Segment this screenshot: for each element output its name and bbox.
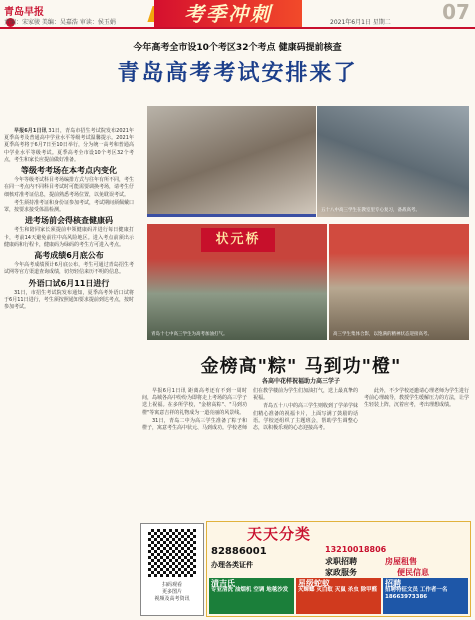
photo-caption: 五十八中高三学生在教室里专心复习，备战高考。	[321, 208, 420, 213]
paragraph: 31日，青岛二中为高三学生准备了粽子和橙子，寓意考生高中状元、马到成功。学校老师们在教学楼前为学生们加油打气，送上最真挚的祝福。	[142, 388, 359, 432]
second-article-body	[142, 388, 469, 508]
paragraph: 考生须持准考证和身份证参加考试，考试期间须佩戴口罩，按要求接受体温检测。	[4, 199, 135, 214]
section-heading: 等级考考场在本考点内变化	[21, 166, 117, 176]
photo-group	[329, 224, 469, 340]
qr-caption: 扫码观看 更多图片 视频及高考资讯	[154, 582, 190, 602]
paragraph: 青岛五十八中的高三学生则收到了学弟学妹们精心准备的祝福卡片，上面写满了鼓励的话语。学校还组织了主题班会，帮助学生调整心态，以积极乐观的心态迎接高考。	[253, 403, 359, 432]
classified-ad	[206, 521, 471, 617]
logo-text: 青岛早报	[4, 7, 44, 18]
page-number: 07	[442, 0, 470, 24]
paragraph: 早报6月1日讯 距离高考还有不到一周时间，岛城各高中纷纷为即将走上考场的高三学子送上祝福。在多所学校，"金榜高粽"、"马到功橙"等寓意吉祥的礼物成为一道亮丽的风景线。	[142, 388, 248, 416]
photo-classroom-right	[317, 106, 469, 217]
ad-tagline: 办理各类证件	[211, 561, 253, 569]
second-article-subheadline: 各高中花样祝福助力高三学子	[261, 378, 340, 385]
ad-phone: 82886001	[211, 546, 267, 557]
article-headline: 青岛高考考试安排来了	[117, 61, 358, 86]
ad-tile-recruit: 招聘 招聘特征文员 工作者一名 18663973386	[383, 578, 468, 614]
photo-cheering-students	[147, 224, 327, 340]
archway-sign: 状元桥	[201, 228, 275, 252]
section-heading: 外语口试6月11日进行	[28, 278, 110, 288]
article-body-left	[4, 128, 134, 312]
photo-classroom-left	[147, 106, 316, 217]
newspaper-logo	[4, 3, 52, 18]
photo-caption: 高三学生集体合影，以饱满的精神状态迎接高考。	[333, 332, 432, 337]
dateline: 早报6月1日讯	[14, 128, 47, 134]
paragraph: 今年等级考试科目考场编排方式与往年有所不同，考生在同一考点内不同科目考试时可能需要调换考场，请考生仔细核对准考证信息，提前熟悉考场位置，以免耽误考试。	[4, 177, 135, 198]
ad-tile-cleaning: 清吉氏 专业清洗 油烟机 空调 地毯沙发	[209, 578, 294, 614]
qr-code-box	[140, 523, 204, 616]
qr-code-icon[interactable]	[148, 529, 196, 577]
ad-tile-pest: 星级蛇蚁 灭蟑螂 灭白蚁 灭鼠 杀虫 除甲醛	[296, 578, 381, 614]
ad-category: 便民信息	[397, 568, 429, 577]
paragraph: 今年高考成绩预计6月底公布，考生可通过青岛招生考试网等官方渠道查询成绩，切勿轻信来历不明的信息。	[4, 262, 134, 276]
section-heading: 进考场前会得核查健康码	[25, 216, 113, 226]
section-banner: 考季冲刺	[154, 0, 302, 28]
paragraph: 早报6月1日讯 31日，青岛市招生考试院发布2021年夏季高考及普通高中学业水平等级考试温馨提示。2021年夏季高考将于6月7日至10日举行，分为统一高考和普通高中学业水平等级考试。夏季高考全市设10个考区32个考点，考生和家长应提前做好准备。	[4, 128, 135, 163]
ad-category: 求职招聘	[325, 557, 357, 566]
ad-title: 天天分类	[247, 525, 312, 543]
ad-phone-mobile: 13210018806	[325, 545, 387, 554]
photo-border	[147, 214, 316, 217]
article-subheadline: 今年高考全市设10个考区32个考点 健康码提前核查	[133, 43, 342, 53]
masthead-divider	[0, 27, 475, 29]
ad-tiles	[209, 578, 468, 614]
ad-category: 家政服务	[325, 568, 357, 577]
editor-credits: 责编：宋家骏 美编：吴嘉浩 审读：侯玉娟	[4, 19, 116, 26]
paragraph: 此外，不少学校还邀请心理老师为学生进行考前心理疏导，教授学生缓解压力的方法，让学生轻装上阵，沉着应考，考出理想成绩。	[364, 388, 470, 409]
second-article-headline: 金榜高"粽" 马到功"橙"	[200, 356, 402, 377]
section-heading: 高考成绩6月底公布	[34, 251, 104, 261]
paragraph: 考生和陪同家长须提前申领健康码并进行每日健康打卡，考前14天避免前往中高风险地区。进入考点前须出示健康码和行程卡，健康码为绿码的考生方可进入考点。	[4, 227, 134, 248]
photo-caption: 青岛十七中高三学生为高考加油打气。	[151, 332, 228, 337]
paragraph: 31日，市招生考试院发布通知，夏季高考外语口试将于6月11日进行，考生须按照通知要求提前到达考点，按时参加考试。	[4, 289, 134, 311]
ad-category: 房屋租售	[385, 557, 417, 566]
publication-date: 2021年6月1日 星期二	[330, 19, 391, 26]
